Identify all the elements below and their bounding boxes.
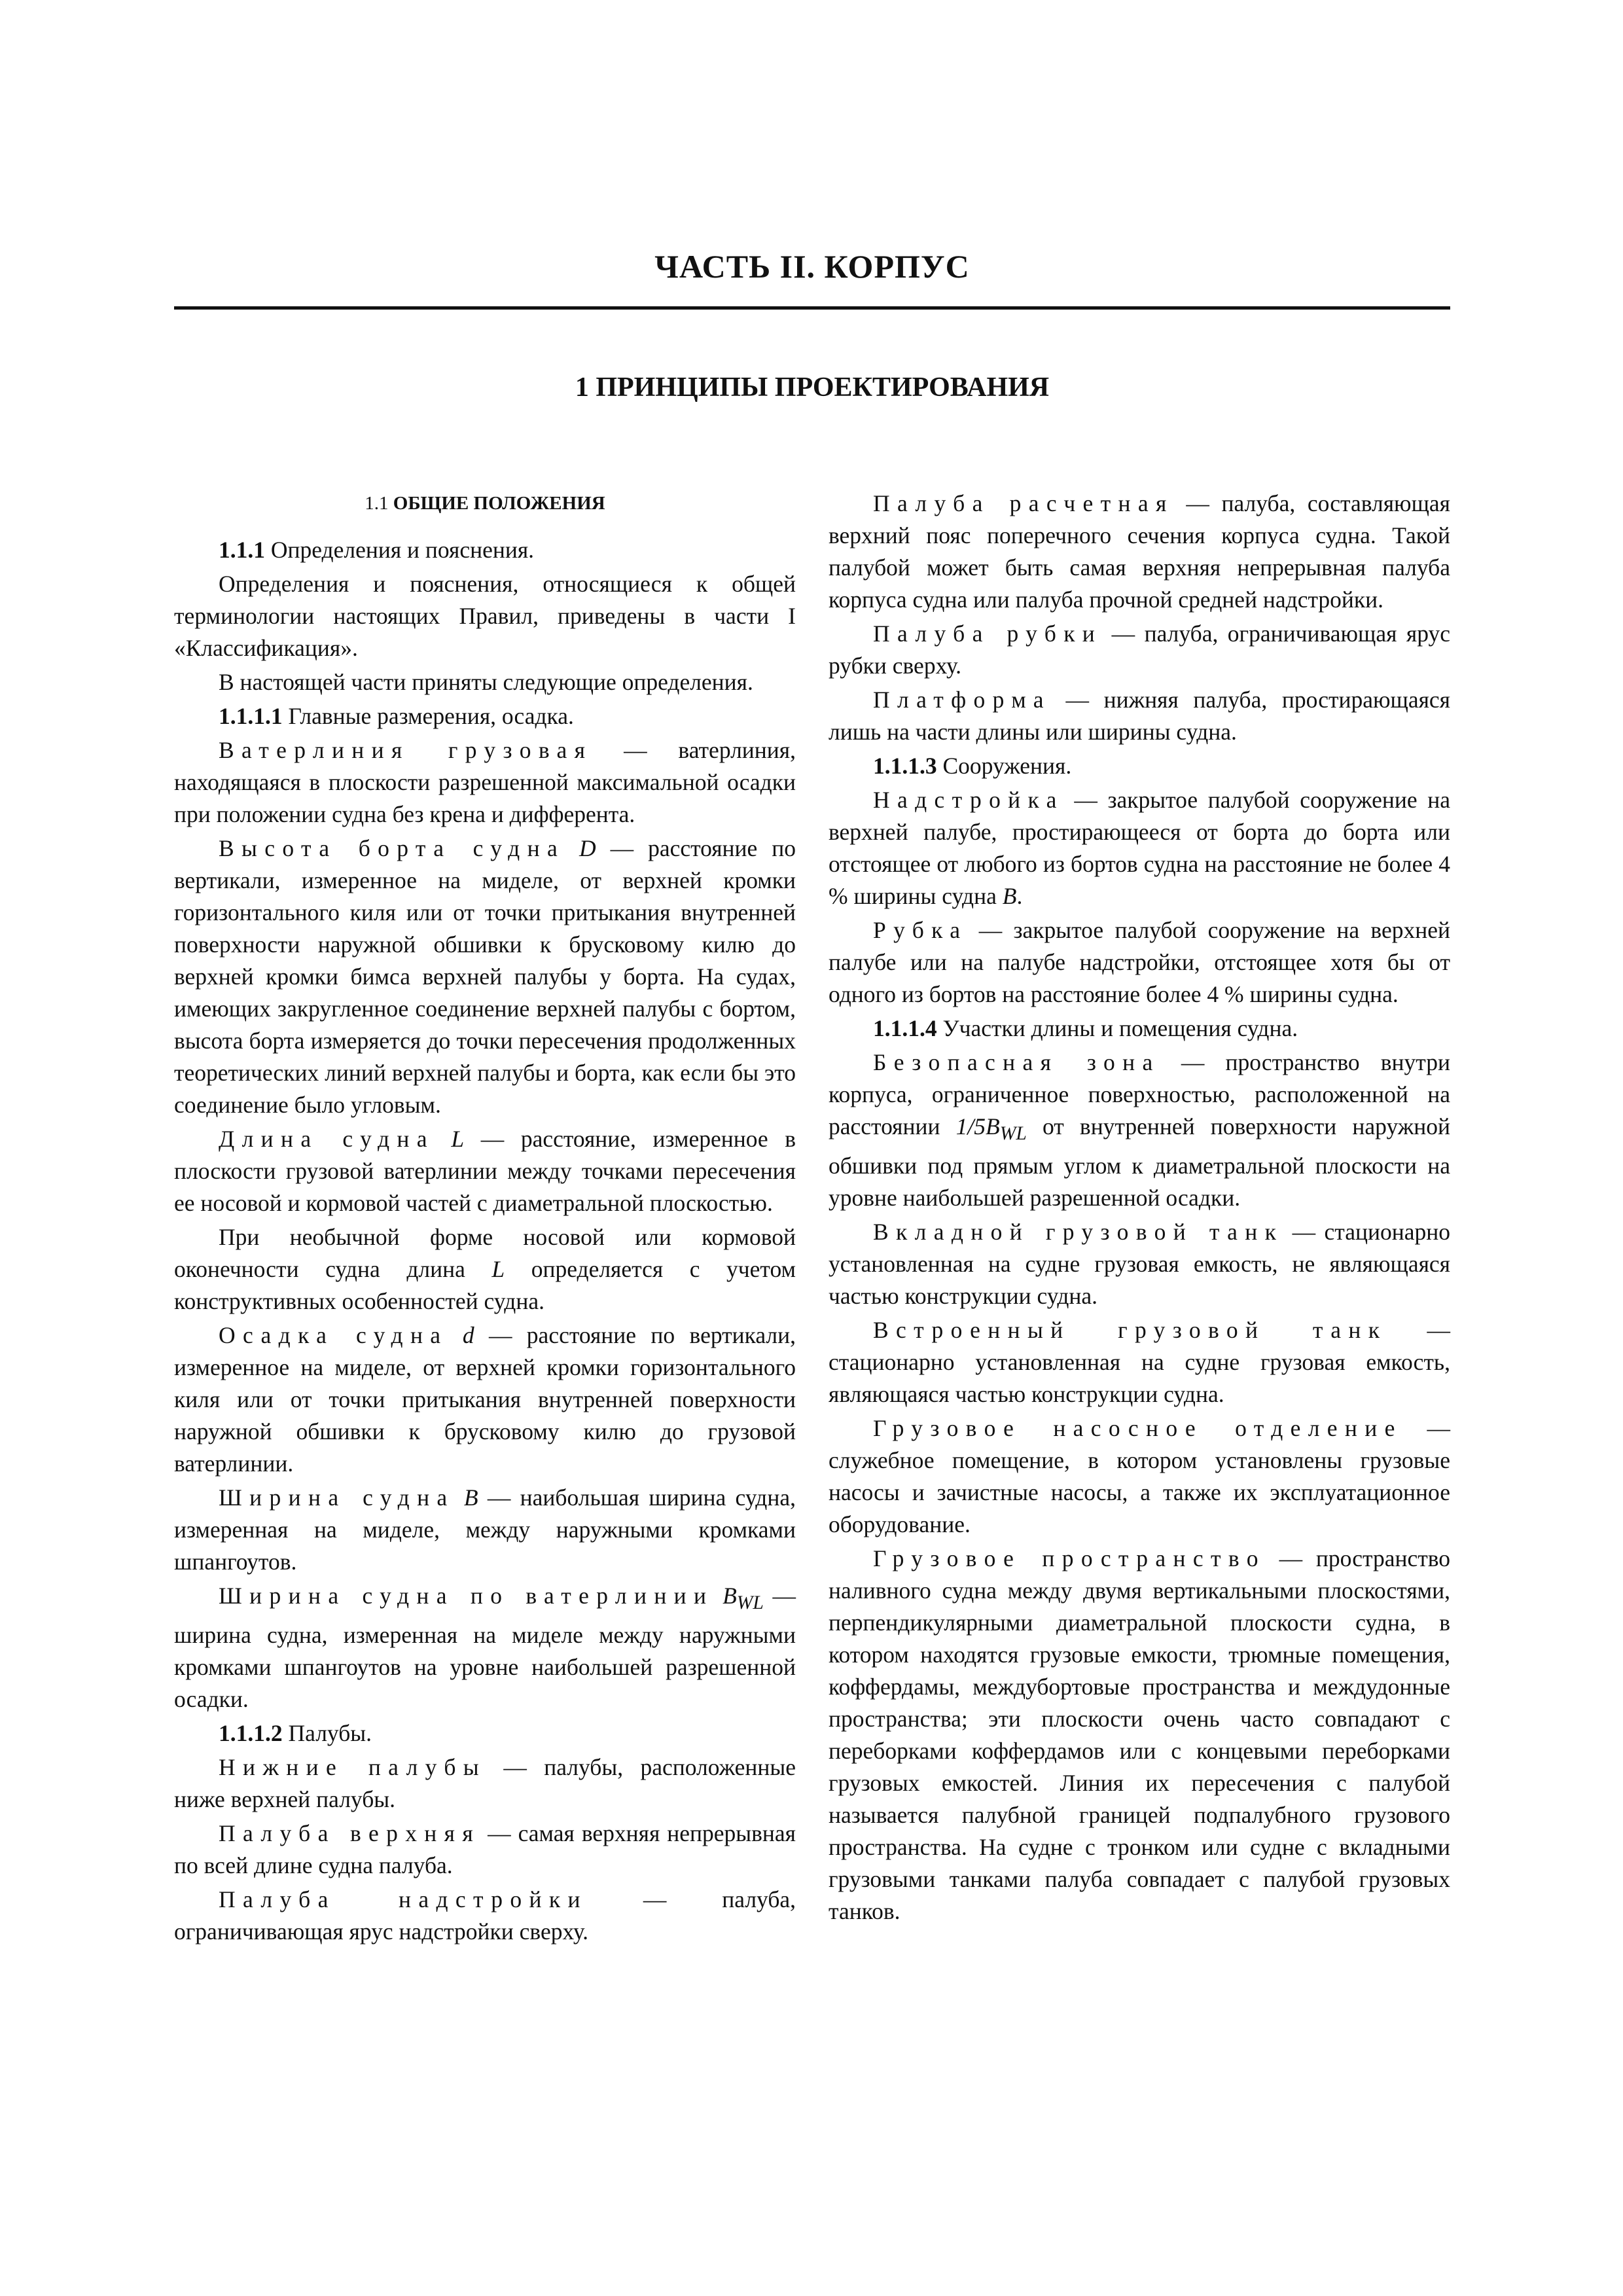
term: Грузовое насосное отделение [873, 1415, 1402, 1442]
definition-depth [174, 833, 796, 1121]
term: Длина судна [219, 1126, 435, 1152]
definition-independent-tank [829, 1216, 1450, 1312]
definition-text: — наибольшая ширина судна, измеренная на миделе, между наружными кромками шпангоутов. [174, 1484, 796, 1575]
definition-superstructure-deck [174, 1884, 796, 1948]
definition-text: — расстояние, измеренное в плоскости грузовой ватерлинии между точками пересечения ее носовой и кормовой частей с диаметральной плоскостью. [174, 1126, 796, 1216]
definition-text: — палуба, ограничивающая ярус надстройки сверху. [174, 1886, 796, 1945]
term: Ширина судна по ватерлинии [219, 1583, 714, 1609]
subsection-heading-1-1-1-1 [174, 700, 796, 732]
term: Вкладной грузовой танк [873, 1219, 1284, 1246]
definition-strength-deck [829, 488, 1450, 616]
chapter-title: 1 ПРИНЦИПЫ ПРОЕКТИРОВАНИЯ [575, 372, 1050, 403]
definition-text: — расстояние по вертикали, измеренное на миделе, от верхней кромки горизонтального киля или от точки притыкания внутренней поверхности наружной обшивки к брусковому килю до грузовой ватерлинии. [174, 1322, 796, 1477]
paragraph-length-note [174, 1221, 796, 1318]
definition-text: — пространство внутри корпуса, ограниченное поверхностью, расположенной на расстоянии [829, 1049, 1450, 1139]
term: Осадка судна [219, 1322, 448, 1348]
symbol: L [451, 1126, 465, 1152]
definition-text: — стационарно установленная на судне грузовая емкость, являющаяся частью конструкции судна. [829, 1317, 1450, 1408]
term: Встроенный грузовой танк [873, 1317, 1387, 1344]
subsection-title: Сооружения. [942, 753, 1072, 779]
subsection-heading-1-1-1-2 [174, 1717, 796, 1749]
definition-text: — ватерлиния, находящаяся в плоскости разрешенной максимальной осадки при положении судна без крена и дифферента. [174, 737, 796, 827]
definition-text: — ширина судна, измеренная на миделе между наружными кромками шпангоутов на уровне наибольшей разрешенной осадки. [174, 1583, 796, 1713]
symbol-base: B [722, 1583, 737, 1609]
definition-integral-tank [829, 1314, 1450, 1410]
term: Рубка [873, 917, 968, 943]
term: Безопасная зона [873, 1049, 1160, 1075]
symbol-subscript: WL [736, 1592, 764, 1614]
definition-text: от внутренней поверхности наружной обшивки под прямым углом к диаметральной плоскости на уровне наибольшей разрешенной осадки. [829, 1113, 1451, 1211]
symbol: B [463, 1484, 478, 1511]
definition-text: — служебное помещение, в котором установлены грузовые насосы и зачистные насосы, а также их эксплуатационное оборудование. [829, 1415, 1451, 1538]
term: Палуба надстройки [219, 1886, 588, 1913]
definition-breadth [174, 1482, 796, 1578]
text-part: При необычной форме носовой или кормовой оконечности судна длина [174, 1224, 796, 1282]
subsection-title: Участки длины и помещения судна. [942, 1015, 1298, 1041]
term: Палуба рубки [873, 620, 1103, 647]
subsection-number: 1.1.1 [219, 537, 265, 563]
paragraph-intro-1: Определения и пояснения, относящиеся к общей терминологии настоящих Правил, приведены в части I «Классификация». [174, 571, 796, 661]
term: Палуба верхняя [219, 1820, 481, 1847]
subsection-number: 1.1.1.3 [873, 753, 937, 779]
definition-text: — нижняя палуба, простирающаяся лишь на части длины или ширины судна. [829, 687, 1450, 745]
definition-text: — палубы, расположенные ниже верхней палубы. [174, 1754, 796, 1813]
symbol: d [462, 1322, 474, 1348]
subsection-heading-1-1-1 [174, 534, 796, 566]
term: Нижние палубы [219, 1754, 486, 1781]
definition-draught [174, 1319, 796, 1480]
definition-deckhouse [829, 914, 1450, 1011]
definition-breadth-waterline [174, 1580, 796, 1715]
definition-text: — палуба, ограничивающая ярус рубки сверху. [829, 620, 1450, 679]
symbol [722, 1583, 764, 1614]
term: Надстройка [873, 787, 1064, 813]
symbol [955, 1113, 1027, 1145]
symbol: D [579, 835, 596, 861]
definition-text: — закрытое палубой сооружение на верхней палубе, простирающееся от борта до борта или отстоящее от любого из бортов судна на расстояние не более 4 % ширины судна [829, 787, 1450, 909]
symbol-subscript: WL [999, 1123, 1027, 1145]
section-title: ОБЩИЕ ПОЛОЖЕНИЯ [393, 493, 605, 514]
term: Грузовое пространство [873, 1545, 1266, 1572]
definition-cargo-area [829, 1543, 1450, 1928]
paragraph-intro-2: В настоящей части приняты следующие определения. [219, 669, 753, 695]
term: Платформа [873, 687, 1051, 713]
symbol: B [1002, 883, 1017, 909]
subsection-title: Палубы. [288, 1720, 372, 1747]
definition-text: — палуба, составляющая верхний пояс поперечного сечения корпуса судна. Такой палубой может быть самая верхняя непрерывная палуба корпуса судна или палуба прочной средней надстройки. [829, 490, 1450, 613]
subsection-number: 1.1.1.1 [219, 703, 283, 729]
definition-waterline [174, 734, 796, 831]
definition-upper-deck [174, 1818, 796, 1882]
text-part: определяется с учетом конструктивных особенностей судна. [174, 1256, 796, 1314]
definition-pump-room [829, 1412, 1450, 1541]
term: Ватерлиния грузовая [219, 737, 593, 763]
symbol-base: 1/5B [955, 1113, 1000, 1139]
definition-text: — расстояние по вертикали, измеренное на миделе, от верхней кромки горизонтального киля или от точки притыкания внутренней поверхности наружной обшивки к брусковому килю до верхней кромки бимса верхней палубы у борта. На судах, имеющих закругленное соединение верхней палубы с бортом, высота борта измеряется до точки пересечения продолженных теоретических линий верхней палубы и борта, как если бы это соединение было угловым. [174, 835, 796, 1118]
term: Ширина судна [219, 1484, 455, 1511]
section-number: 1.1 [365, 493, 389, 514]
term: Высота борта судна [219, 835, 565, 861]
definition-lower-decks [174, 1751, 796, 1816]
definition-text: — стационарно установленная на судне грузовая емкость, не являющаяся частью конструкции судна. [829, 1219, 1450, 1310]
subsection-heading-1-1-1-4 [829, 1013, 1450, 1045]
term: Палуба расчетная [873, 490, 1174, 516]
part-title-rule [174, 306, 1450, 310]
definition-text: — закрытое палубой сооружение на верхней палубе или на палубе надстройки, отстоящее хотя бы от одного из бортов на расстояние более 4 % ширины судна. [829, 917, 1450, 1007]
right-column [829, 488, 1450, 1929]
subsection-heading-1-1-1-3 [829, 750, 1450, 782]
left-column [174, 488, 796, 1950]
subsection-number: 1.1.1.4 [873, 1015, 937, 1041]
symbol: L [491, 1256, 505, 1282]
definition-text: — самая верхняя непрерывная по всей длине судна палуба. [174, 1820, 796, 1879]
definition-platform [829, 684, 1450, 748]
subsection-number: 1.1.1.2 [219, 1720, 283, 1747]
definition-length [174, 1123, 796, 1219]
subsection-title: Главные размерения, осадка. [288, 703, 574, 729]
definition-deckhouse-deck [829, 618, 1450, 682]
definition-text: — пространство наливного судна между двумя вертикальными плоскостями, перпендикулярными диаметральной плоскости судна, в котором находятся грузовые емкости, трюмные помещения, коффердамы, междубортовые пространства и междудонные пространства; эти плоскости очень часто совпадают с переборками коффердамов или с концевыми переборками грузовых емкостей. Линия их пересечения с палубой называется палубной границей подпалубного грузового пространства. На судне с тронком или судне с вкладными грузовыми танками палуба совпадает с палубой грузовых танков. [829, 1545, 1450, 1925]
part-title: ЧАСТЬ II. КОРПУС [654, 248, 970, 285]
subsection-title: Определения и пояснения. [270, 537, 535, 563]
definition-superstructure: Надстройка — закрытое палубой сооружение на верхней палубе, простирающееся от борта до борта или отстоящее от любого из бортов судна на расстояние не более 4 % ширины судна B. [829, 787, 1450, 909]
definition-safe-zone [829, 1047, 1450, 1214]
section-heading [174, 488, 796, 520]
